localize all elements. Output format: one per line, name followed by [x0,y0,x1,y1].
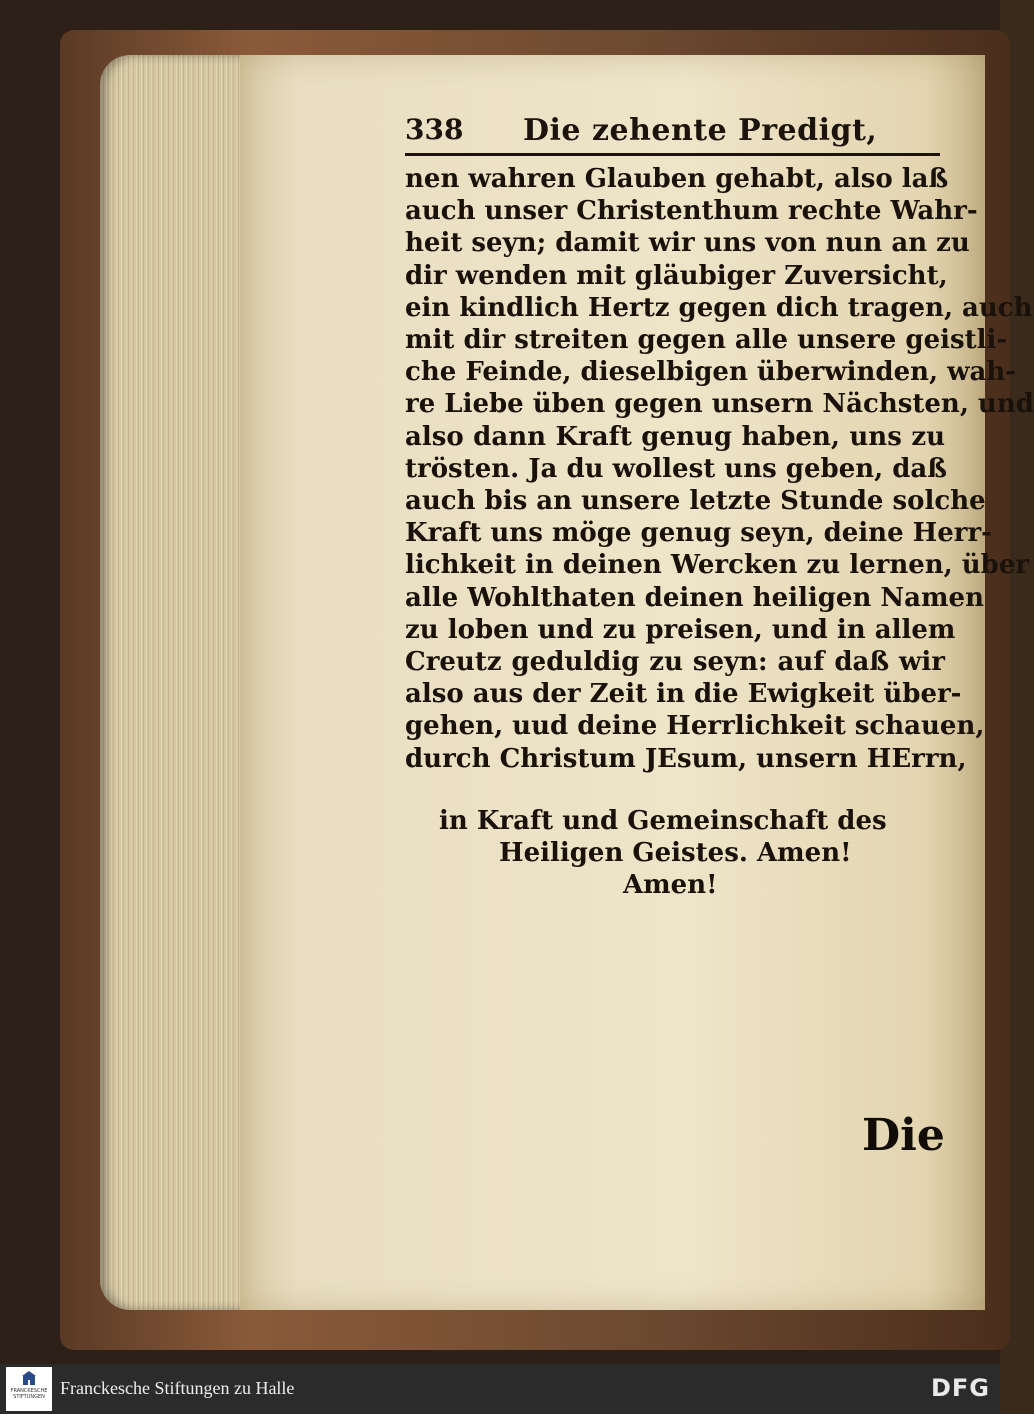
closing-line: Amen! [623,870,718,900]
text-line: alle Wohlthaten deinen heiligen Namen [405,582,984,613]
footer-bar [0,1364,1000,1414]
text-line: trösten. Ja du wollest uns geben, daß [405,453,948,484]
text-line: ein kindlich Hertz gegen dich tragen, auch [405,292,1033,323]
page-header [405,113,945,149]
logo-text: FRANCKESCHE STIFTUNGEN [10,1388,48,1400]
text-line: Kraft uns möge genug seyn, deine Herr- [405,518,992,549]
text-line: also dann Kraft genug haben, uns zu [405,421,945,452]
text-line: nen wahren Glauben gehabt, also laß [405,164,949,194]
institution-logo [6,1367,52,1411]
text-line: gehen, uud deine Herrlichkeit schauen, [405,711,985,742]
text-line: durch Christum JEsum, unsern HErrn, [405,743,967,774]
page-number: 338 [405,113,464,146]
text-line: che Feinde, dieselbigen überwinden, wah- [405,357,1017,388]
book-page [240,55,1034,1310]
catchword: Die [862,1110,945,1161]
closing-doxology [405,805,945,901]
text-line: heit seyn; damit wir uns von nun an zu [405,228,970,259]
text-line: lichkeit in deinen Wercken zu lernen, über [405,550,1030,581]
institution-name: Franckesche Stiftungen zu Halle [60,1378,295,1398]
closing-line: in Kraft und Gemeinschaft des [439,806,887,836]
text-line: Creutz geduldig zu seyn: auf daß wir [405,647,945,678]
text-line: also aus der Zeit in die Ewigkeit über- [405,679,962,710]
text-line: zu loben und zu preisen, und in allem [405,614,956,645]
text-line: re Liebe üben gegen unsern Nächsten, und [405,389,1034,420]
page-edges [100,55,250,1310]
running-title: Die zehente Predigt, [523,113,878,148]
text-line: dir wenden mit gläubiger Zuversicht, [405,260,948,291]
header-rule [405,153,940,156]
text-line: mit dir streiten gegen alle unsere geistli- [405,325,1008,356]
closing-line: Heiligen Geistes. Amen! [499,838,852,868]
text-line: auch bis an unsere letzte Stunde solche [405,486,986,517]
dfg-logo: DFG [930,1374,990,1402]
building-icon [21,1370,37,1386]
text-line: auch unser Christenthum rechte Wahr- [405,196,978,227]
body-text [405,163,1034,775]
